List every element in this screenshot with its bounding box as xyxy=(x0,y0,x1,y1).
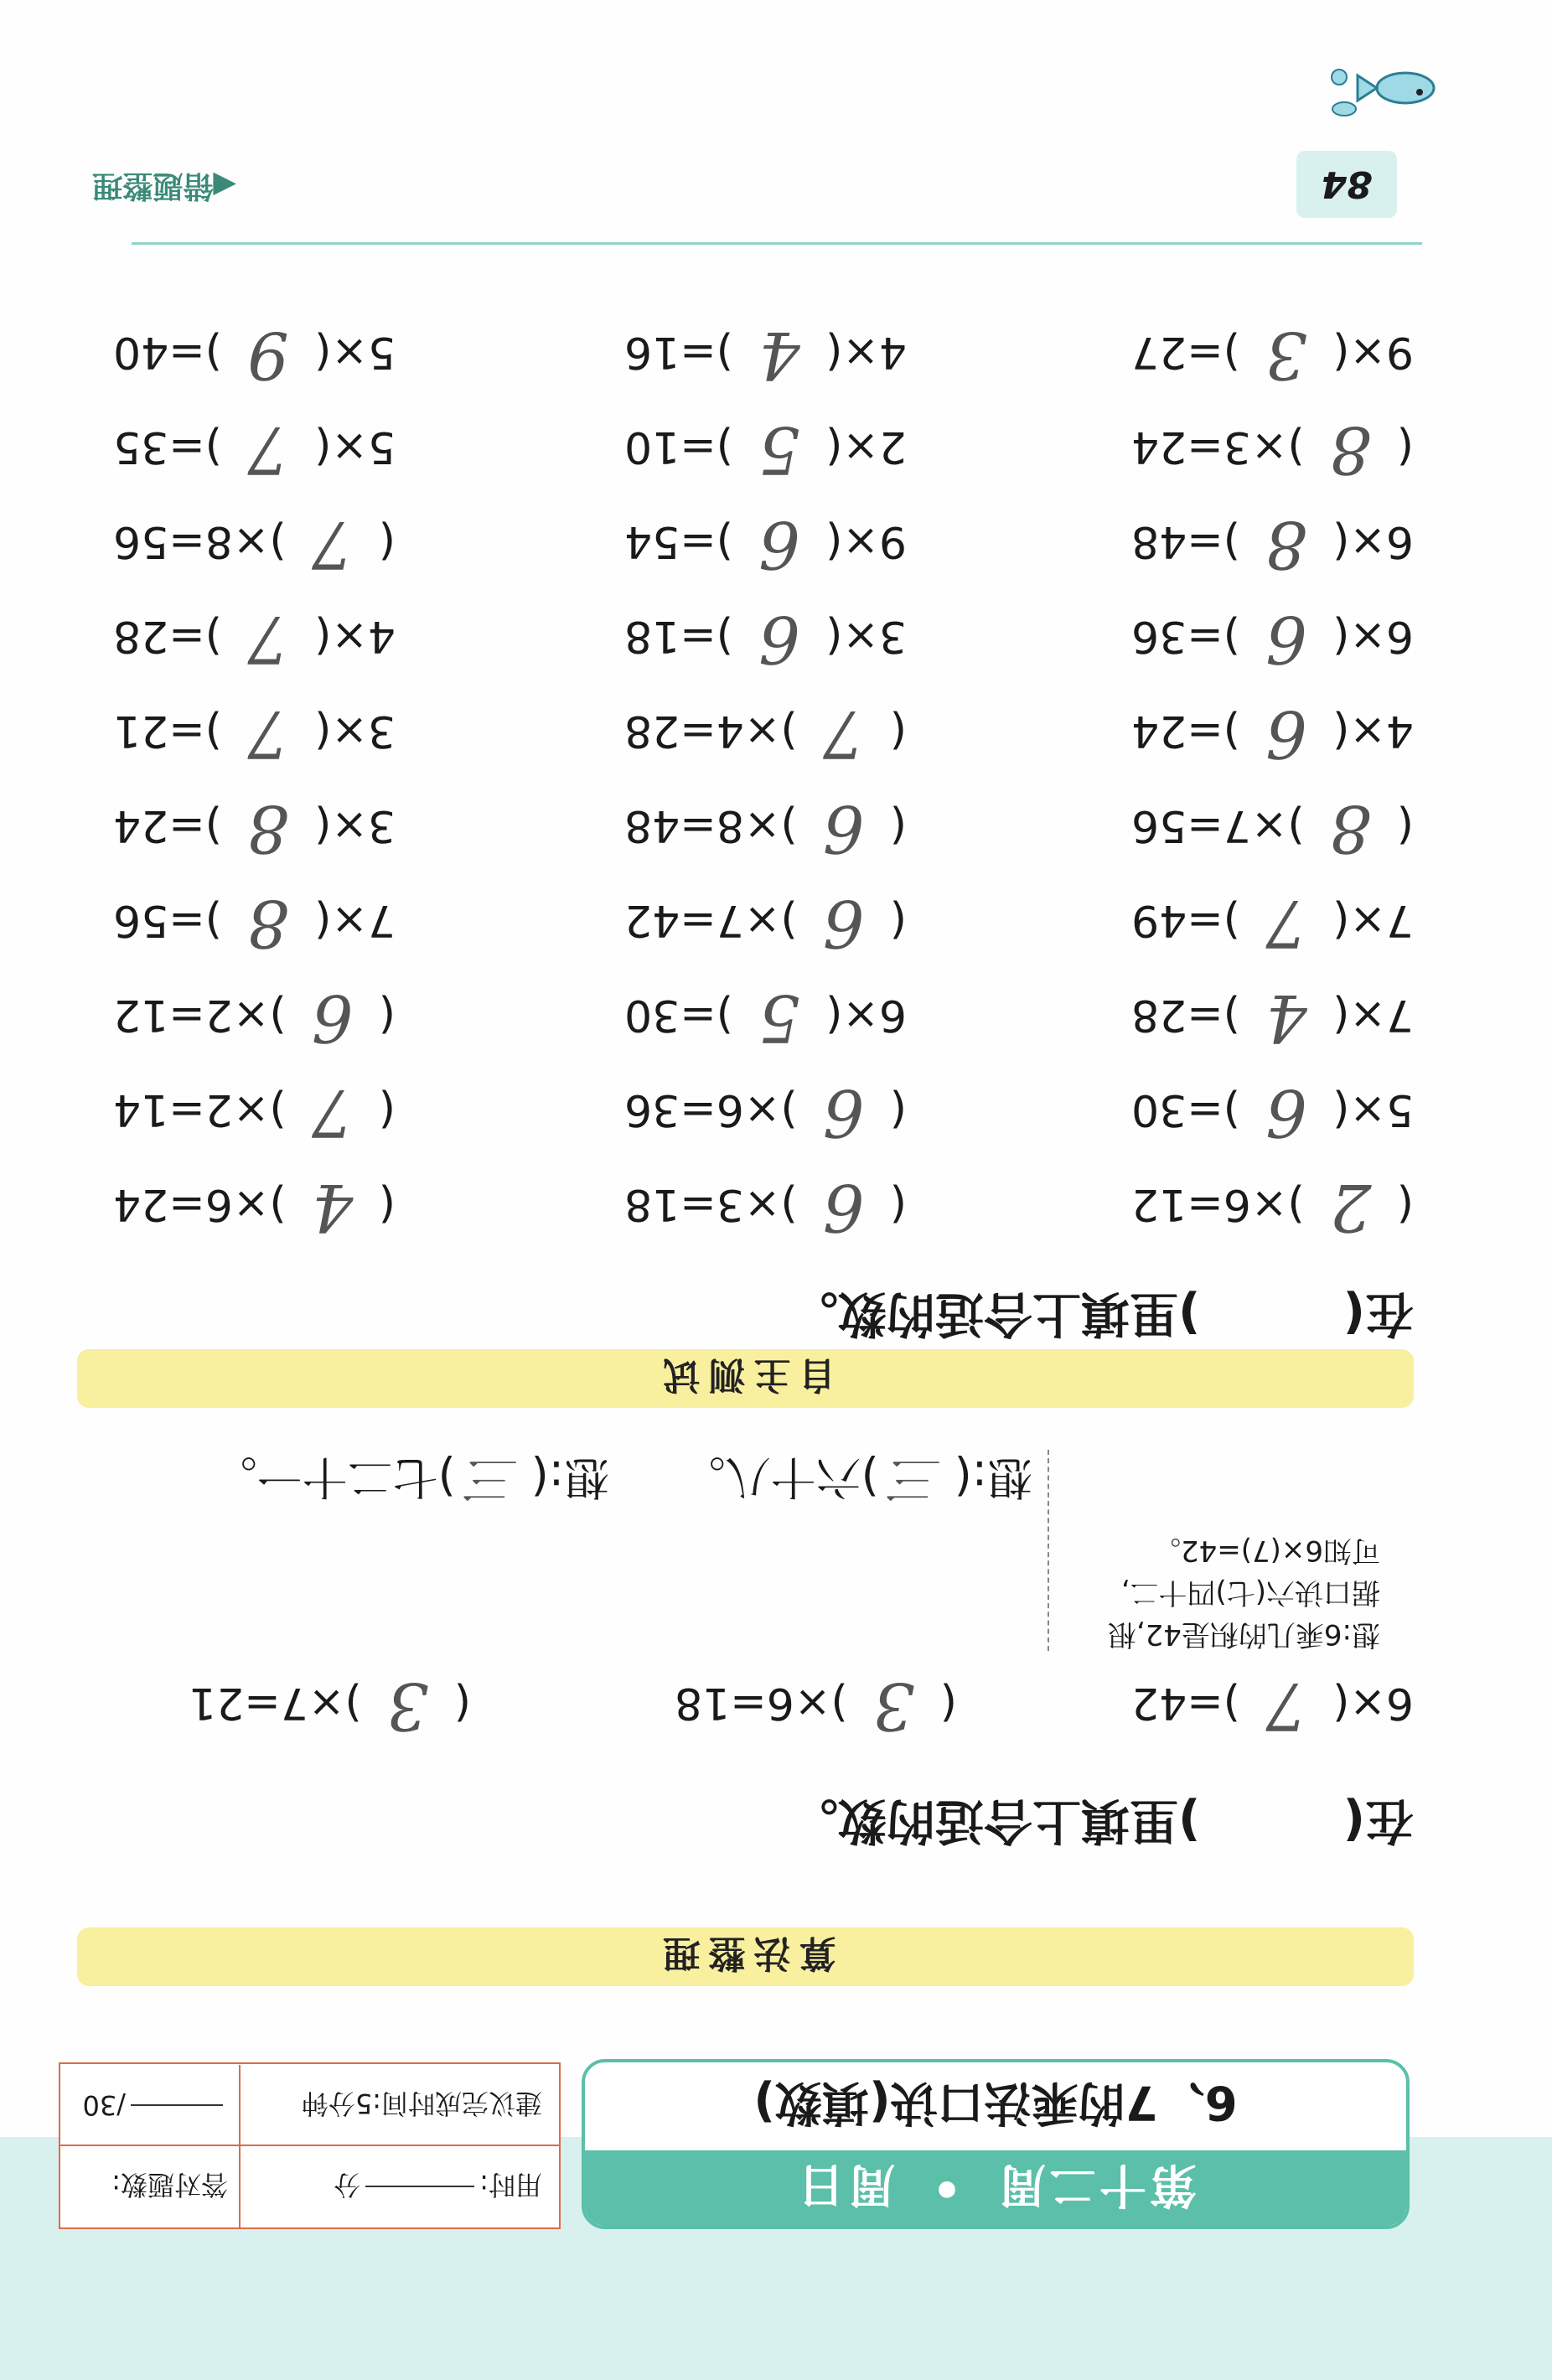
answer-field[interactable]: 6 xyxy=(311,980,354,1055)
answer-field[interactable]: 三 xyxy=(468,1449,519,1508)
test-problem: 7×(8)=56 xyxy=(113,885,396,960)
info-box xyxy=(59,2062,561,2229)
answer-field[interactable]: 4 xyxy=(311,1169,354,1244)
test-problem: (6)×2=12 xyxy=(113,980,396,1055)
answer-field[interactable]: 6 xyxy=(1265,696,1307,771)
test-problem: 5×(7)=35 xyxy=(113,411,396,487)
correct-count-label: 答对题数: xyxy=(111,2169,228,2202)
test-problem: 4×(6)=24 xyxy=(1131,696,1414,771)
test-problem: 9×(6)=54 xyxy=(624,506,907,582)
section1-instruction: 在()里填上合适的数。 xyxy=(789,1793,1414,1850)
answer-field[interactable]: 7 xyxy=(247,696,289,771)
section2-instruction: 在()里填上合适的数。 xyxy=(789,1286,1414,1343)
section-heading-self-test: 自主测试 xyxy=(77,1349,1414,1408)
test-problem: (6)×6=36 xyxy=(624,1074,907,1150)
day-label: 周日 xyxy=(794,2157,896,2212)
answer-field[interactable]: 6 xyxy=(822,790,865,866)
answer-field[interactable]: 6 xyxy=(758,506,800,582)
test-problem: (7)×4=28 xyxy=(624,696,907,771)
info-row-bottom xyxy=(60,2065,559,2146)
answer-field[interactable]: 8 xyxy=(247,790,289,866)
test-problem: (2)×6=12 xyxy=(1131,1169,1414,1244)
section-heading-algorithm: 算法整理 xyxy=(77,1927,1414,1986)
test-problem: (4)×6=24 xyxy=(113,1169,396,1244)
test-problem: (6)×7=42 xyxy=(624,885,907,960)
page-title: 6、7的乘法口诀(填数) xyxy=(753,2075,1238,2130)
answer-field[interactable]: 5 xyxy=(758,411,800,487)
answer-field[interactable]: 8 xyxy=(1265,506,1307,582)
divider xyxy=(1048,1450,1049,1651)
title-box xyxy=(582,2059,1410,2229)
answer-field[interactable]: 5 xyxy=(758,980,800,1055)
answer-field[interactable]: 7 xyxy=(247,601,289,676)
suggested-time: 建议完成时间:5分钟 xyxy=(301,2088,542,2120)
answer-field[interactable]: 3 xyxy=(872,1668,915,1743)
test-problem: 5×(6)=30 xyxy=(1131,1074,1414,1150)
answer-field[interactable]: 6 xyxy=(1265,1074,1307,1150)
answer-field[interactable]: 2 xyxy=(1329,1169,1372,1244)
time-used: 用时: 分 xyxy=(334,2169,542,2202)
test-problem: 2×(5)=10 xyxy=(624,411,907,487)
test-problem: 6×(6)=36 xyxy=(1131,601,1414,676)
test-problem: 3×(7)=21 xyxy=(113,696,396,771)
example-problem-2: (3)×6=18 xyxy=(675,1668,957,1743)
answer-field[interactable]: 6 xyxy=(822,1169,865,1244)
test-problem: (6)×3=18 xyxy=(624,1169,907,1244)
week-label: 第十二周 xyxy=(995,2157,1197,2212)
answer-field[interactable]: 7 xyxy=(311,506,354,582)
test-problem: 3×(6)=18 xyxy=(624,601,907,676)
week-day-banner xyxy=(585,2150,1406,2226)
score-field[interactable]: /30 xyxy=(83,2065,229,2146)
example-problem-1: 6×(7)=42 xyxy=(1131,1668,1414,1743)
time-used-field[interactable] xyxy=(365,2186,474,2188)
test-problem: (6)×8=48 xyxy=(624,790,907,866)
test-problem: (8)×3=24 xyxy=(1131,411,1414,487)
answer-field[interactable]: 8 xyxy=(247,885,289,960)
answer-field[interactable]: 6 xyxy=(758,601,800,676)
test-problem: (7)×2=14 xyxy=(113,1074,396,1150)
answer-field[interactable]: 三 xyxy=(891,1449,942,1508)
footer-rule xyxy=(132,242,1422,245)
answer-field[interactable]: 6 xyxy=(822,885,865,960)
test-problem: 6×(5)=30 xyxy=(624,980,907,1055)
answer-field[interactable]: 6 xyxy=(1265,601,1307,676)
test-problem: 7×(7)=49 xyxy=(1131,885,1414,960)
test-problem: 4×(7)=28 xyxy=(113,601,396,676)
example-problem-3: (3)×7=21 xyxy=(189,1668,471,1743)
error-review-link[interactable]: ◀错题整理 xyxy=(92,168,236,203)
answer-field[interactable]: 7 xyxy=(1265,1668,1307,1743)
answer-field[interactable]: 7 xyxy=(247,411,289,487)
test-problem: 7×(4)=28 xyxy=(1131,980,1414,1055)
test-problem: 9×(3)=27 xyxy=(1131,317,1414,392)
hint-text: 想:6乘几的积是42,根 据口诀六(七)四十二, 可知6×(7)=42。 xyxy=(1107,1534,1380,1651)
test-problem: 6×(8)=48 xyxy=(1131,506,1414,582)
test-problem: (8)×7=56 xyxy=(1131,790,1414,866)
test-problem: 4×(4)=16 xyxy=(624,317,907,392)
test-problem: (7)×8=56 xyxy=(113,506,396,582)
answer-field[interactable]: 4 xyxy=(1265,980,1307,1055)
answer-field[interactable]: 7 xyxy=(1265,885,1307,960)
answer-field[interactable]: 7 xyxy=(822,696,865,771)
bullet: • xyxy=(929,2160,962,2216)
answer-field[interactable]: 8 xyxy=(1329,790,1372,866)
page-number: 84 xyxy=(1296,151,1397,218)
test-problem: 5×(9)=40 xyxy=(113,317,396,392)
answer-field[interactable]: 3 xyxy=(1265,317,1307,392)
answer-field[interactable]: 8 xyxy=(1329,411,1372,487)
test-problem: 3×(8)=24 xyxy=(113,790,396,866)
answer-field[interactable]: 4 xyxy=(758,317,800,392)
think-line-1: 想:(三)六十八。 xyxy=(680,1446,1032,1519)
answer-field[interactable]: 9 xyxy=(247,317,289,392)
answer-field[interactable]: 7 xyxy=(311,1074,354,1150)
fish-icon xyxy=(1317,59,1443,126)
info-row-top xyxy=(60,2145,559,2227)
think-line-2: 想:(三)七二十一。 xyxy=(212,1446,609,1519)
answer-field[interactable]: 6 xyxy=(822,1074,865,1150)
answer-field[interactable]: 3 xyxy=(386,1668,429,1743)
